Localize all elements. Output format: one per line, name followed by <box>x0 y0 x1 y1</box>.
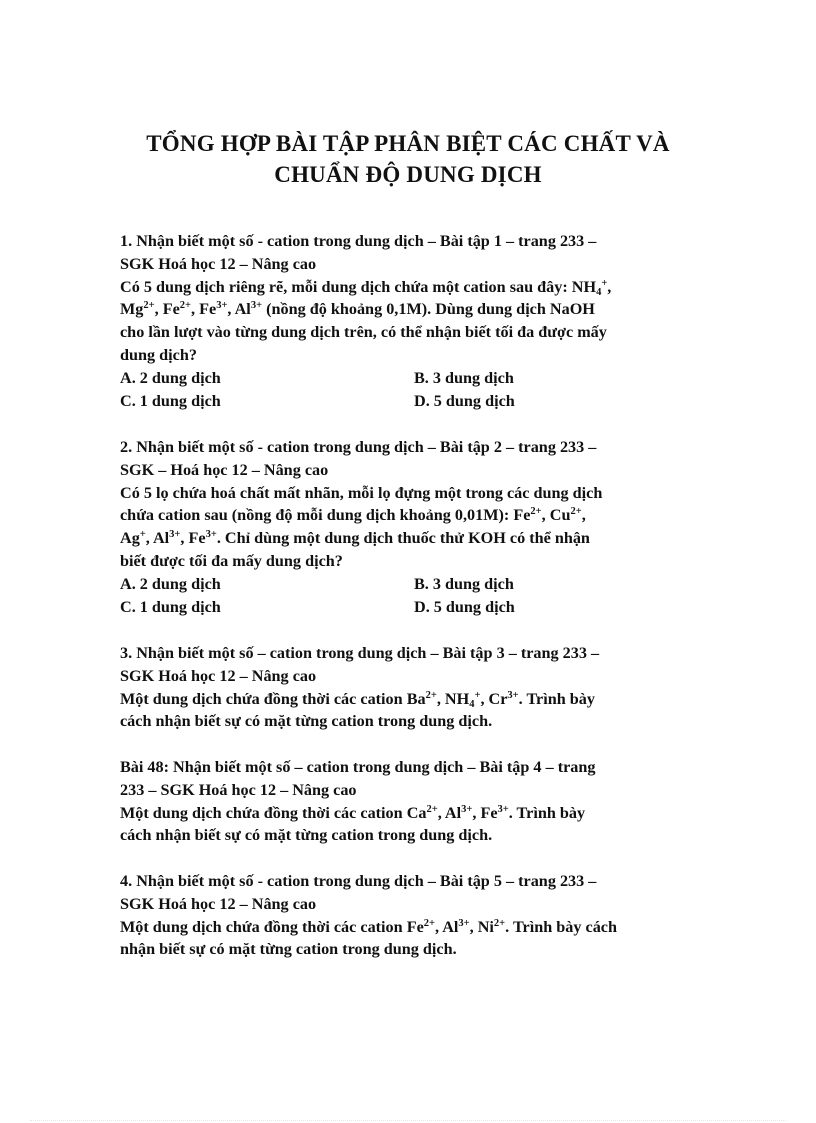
question-3-heading-line-1: 3. Nhận biết một số – cation trong dung dịch – Bài tập 3 – trang 233 – <box>120 644 600 662</box>
question-48-heading-line-2: 233 – SGK Hoá học 12 – Nâng cao <box>120 780 357 799</box>
question-2 <box>120 436 720 618</box>
question-2-body-line-2: chứa cation sau (nồng độ mỗi dung dịch khoảng 0,01M): $Fe^{2+}$, $Cu^{2+}$, <box>120 506 586 525</box>
question-48-heading-line-1: Bài 48: Nhận biết một số – cation trong dung dịch – Bài tập 4 – trang <box>120 758 596 776</box>
question-3-body-line-2: cách nhận biết sự có mặt từng cation trong dung dịch. <box>120 712 493 731</box>
question-2-option-a: A. 2 dung dịch <box>120 574 221 593</box>
question-2-options-row-1 <box>120 573 720 596</box>
question-3-body-line-1: Một dung dịch chứa đồng thời các cation $Ba^{2+}$, $NH_4^+$, $Cr^{3+}$. Trình bày <box>120 689 595 710</box>
question-1-body-line-3: cho lần lượt vào từng dung dịch trên, có thể nhận biết tối đa được mấy <box>120 323 607 342</box>
question-1-body-line-2: $Mg^{2+}$, $Fe^{2+}$, $Fe^{3+}$, $Al^{3+}$ (nồng độ khoảng 0,1M). Dùng dung dịch NaOH <box>120 300 595 319</box>
question-2-option-b: B. 3 dung dịch <box>414 574 514 593</box>
question-2-options-row-2 <box>120 596 720 619</box>
title-line-1: TỔNG HỢP BÀI TẬP PHÂN BIỆT CÁC CHẤT VÀ <box>146 131 670 156</box>
page-title <box>0 128 816 190</box>
question-2-heading-line-1: 2. Nhận biết một số - cation trong dung dịch – Bài tập 2 – trang 233 – <box>120 438 597 456</box>
question-48-body-line-1: Một dung dịch chứa đồng thời các cation $Ca^{2+}$, $Al^{3+}$, $Fe^{3+}$. Trình bày <box>120 803 586 822</box>
question-4-heading-line-1: 4. Nhận biết một số - cation trong dung dịch – Bài tập 5 – trang 233 – <box>120 872 597 890</box>
question-3 <box>120 642 720 733</box>
question-1-body-line-4: dung dịch? <box>120 345 197 364</box>
question-1-heading-line-2: SGK Hoá học 12 – Nâng cao <box>120 254 317 273</box>
page-bottom-divider <box>30 1120 786 1122</box>
question-1 <box>120 230 720 412</box>
question-2-option-c: C. 1 dung dịch <box>120 597 221 616</box>
question-2-body-line-3: Ag+, $Al^{3+}$, $Fe^{3+}$. Chỉ dùng một dung dịch thuốc thử KOH có thể nhận <box>120 529 590 548</box>
question-1-options-row-2 <box>120 390 720 413</box>
question-4-body-line-1: Một dung dịch chứa đồng thời các cation $Fe^{2+}$, $Al^{3+}$, $Ni^{2+}$. Trình bày cách <box>120 917 617 936</box>
question-1-options-row-1 <box>120 367 720 390</box>
question-4-heading-line-2: SGK Hoá học 12 – Nâng cao <box>120 894 317 913</box>
question-3-heading-line-2: SGK Hoá học 12 – Nâng cao <box>120 666 317 685</box>
question-1-option-d: D. 5 dung dịch <box>414 391 515 410</box>
question-48 <box>120 756 720 847</box>
question-1-option-c: C. 1 dung dịch <box>120 391 221 410</box>
question-1-body-line-1: Có 5 dung dịch riêng rẽ, mỗi dung dịch chứa một cation sau đây: $NH_4^+$, <box>120 277 612 298</box>
question-2-option-d: D. 5 dung dịch <box>414 597 515 616</box>
question-1-option-a: A. 2 dung dịch <box>120 368 221 387</box>
question-48-body-line-2: cách nhận biết sự có mặt từng cation trong dung dịch. <box>120 826 493 845</box>
question-1-heading-line-1: 1. Nhận biết một số - cation trong dung dịch – Bài tập 1 – trang 233 – <box>120 232 597 250</box>
question-2-heading-line-2: SGK – Hoá học 12 – Nâng cao <box>120 460 329 479</box>
question-4-body-line-2: nhận biết sự có mặt từng cation trong dung dịch. <box>120 940 457 959</box>
question-4 <box>120 870 720 961</box>
question-1-option-b: B. 3 dung dịch <box>414 368 514 387</box>
question-2-body-line-4: biết được tối đa mấy dung dịch? <box>120 551 343 570</box>
question-2-body-line-1: Có 5 lọ chứa hoá chất mất nhãn, mỗi lọ đựng một trong các dung dịch <box>120 483 603 502</box>
title-line-2: CHUẨN ĐỘ DUNG DỊCH <box>274 162 542 187</box>
